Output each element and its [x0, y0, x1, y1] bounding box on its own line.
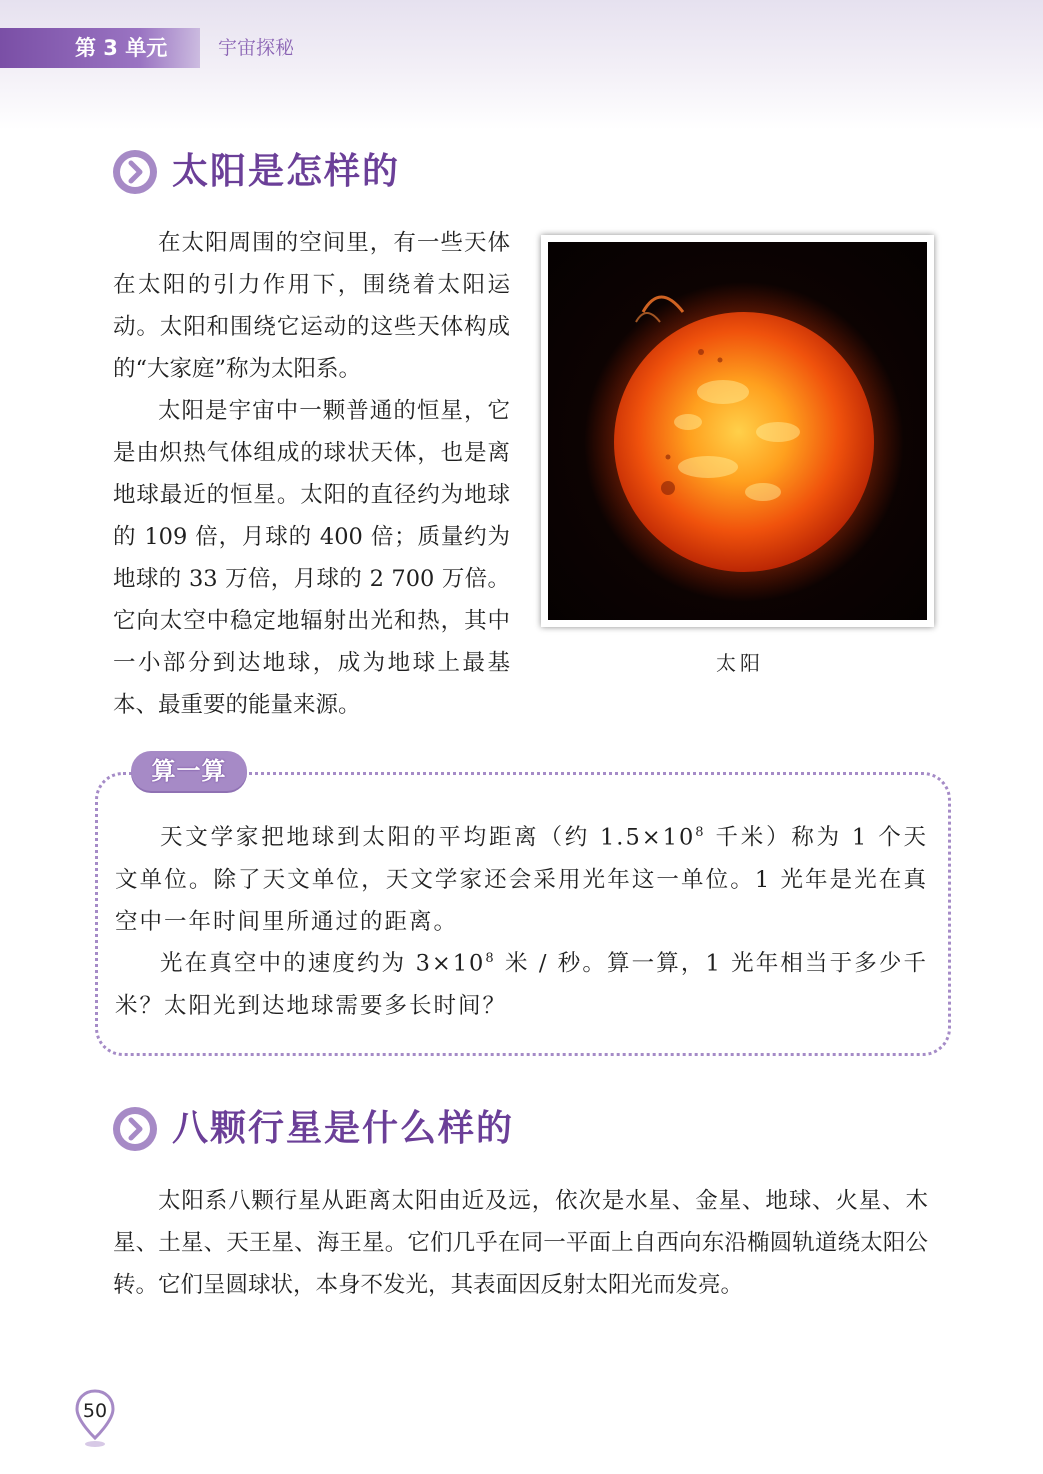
chevron-right-icon: [113, 1107, 157, 1151]
calc-text: 光在真空中的速度约为 3×10: [160, 950, 486, 977]
calc-text: 千米）称为 1 个天文单位。除了天文单位，天文学家还会采用光年这一单位。1 光年是光在真空中一年时间里所通过的距离。: [115, 824, 928, 935]
paragraph-sun-description: 太阳是宇宙中一颗普通的恒星，它是由炽热气体组成的球状天体，也是离地球最近的恒星。太阳的直径约为地球的 109 倍，月球的 400 倍；质量约为地球的 33 万倍，月球的 2 700 万倍。它向太空中稳定地辐射出光和热，其中一小部分到达地球，成为地球上最基本、最重要的能量来源。: [113, 398, 510, 718]
chevron-right-icon: [113, 150, 157, 194]
unit-title: 宇宙探秘: [218, 37, 295, 59]
calc-text: 米 / 秒。算一算，1 光年相当于多少千米？太阳光到达地球需要多长时间？: [115, 950, 928, 1019]
exponent: 8: [695, 825, 706, 840]
paragraph-solar-system: 在太阳周围的空间里，有一些天体在太阳的引力作用下，围绕着太阳运动。太阳和围绕它运动的这些天体构成的“大家庭”称为太阳系。: [113, 230, 510, 382]
sun-image: [541, 235, 934, 627]
exponent: 8: [485, 951, 496, 966]
sun-illustration: [548, 242, 927, 620]
image-caption: 太阳: [716, 651, 764, 675]
section-title-sun: 太阳是怎样的: [172, 151, 401, 192]
calc-tag-label: 算一算: [151, 757, 227, 785]
calc-text: 天文学家把地球到太阳的平均距离（约 1.5×10: [160, 824, 696, 851]
paragraph-planets: 太阳系八颗行星从距离太阳由近及远，依次是水星、金星、地球、火星、木星、土星、天王星、海王星。它们几乎在同一平面上自西向东沿椭圆轨道绕太阳公转。它们呈圆球状，本身不发光，其表面因反射太阳光而发亮。: [113, 1188, 928, 1298]
calc-paragraph-question: [115, 938, 928, 1027]
section-title-planets: 八颗行星是什么样的: [172, 1108, 515, 1149]
calc-paragraph-units: [115, 812, 928, 943]
unit-label: 第 3 单元: [75, 36, 168, 60]
page-number: 50: [82, 1400, 108, 1422]
